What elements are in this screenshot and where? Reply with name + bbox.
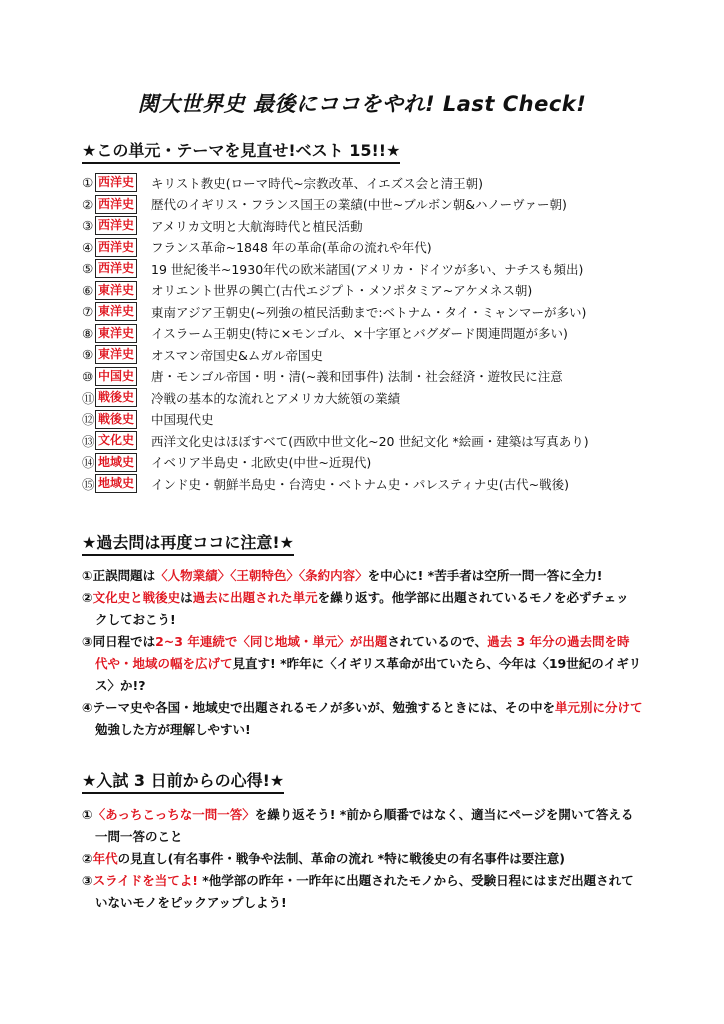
list-item xyxy=(82,323,589,345)
item-text: オリエント世界の興亡(古代エジプト・メソポタミア~アケメネス朝) xyxy=(151,283,533,299)
item-text: アメリカ文明と大航海時代と植民活動 xyxy=(151,218,363,234)
category-tag: 戦後史 xyxy=(95,410,137,429)
past-heading xyxy=(82,530,294,553)
exam-point-1-cont: 一問一答のこと xyxy=(95,829,183,844)
item-number: ⑪ xyxy=(82,390,95,406)
list-item xyxy=(82,366,589,388)
best15-list xyxy=(82,172,589,495)
list-item xyxy=(82,215,589,237)
item-number: ⑦ xyxy=(82,304,94,320)
past-point-3-cont: 代や・地域の幅を広げて見直す! *昨年に〈イギリス革命が出ていたら、今年は〈19世紀のイギリ xyxy=(95,656,642,671)
exam-heading-text: ★入試 3 日前からの心得!★ xyxy=(82,771,284,794)
item-text: 東南アジア王朝史(~列強の植民活動まで:ベトナム・タイ・ミャンマーが多い) xyxy=(151,304,587,320)
past-point-1: ①正誤問題は〈人物業績〉〈王朝特色〉〈条約内容〉を中心に! *苦手者は空所一問一答に全力! xyxy=(82,568,603,583)
exam-point-3: ③スライドを当てよ! *他学部の昨年・一昨年に出題されたモノから、受験日程にはまだ出題されて xyxy=(82,873,634,888)
category-tag: 西洋史 xyxy=(95,238,137,257)
list-item xyxy=(82,280,589,302)
list-item xyxy=(82,473,589,495)
category-tag: 東洋史 xyxy=(95,345,137,364)
category-tag: 地域史 xyxy=(95,453,137,472)
list-item xyxy=(82,172,589,194)
item-text: オスマン帝国史&ムガル帝国史 xyxy=(151,347,323,363)
item-text: フランス革命~1848 年の革命(革命の流れや年代) xyxy=(151,240,432,256)
item-text: 歴代のイギリス・フランス国王の業績(中世~ブルボン朝&ハノーヴァー朝) xyxy=(151,197,567,213)
past-point-3-cont2: ス〉か!? xyxy=(95,678,146,693)
list-item xyxy=(82,430,589,452)
exam-heading xyxy=(82,768,284,791)
category-tag: 西洋史 xyxy=(95,173,137,192)
best15-heading-text: ★この単元・テーマを見直せ!ベスト 15!!★ xyxy=(82,141,400,164)
past-point-4: ④テーマ史や各国・地域史で出題されるモノが多いが、勉強するときには、その中を単元別に分けて xyxy=(82,700,643,715)
item-text: キリスト教史(ローマ時代~宗教改革、イエズス会と清王朝) xyxy=(151,175,483,191)
item-number: ⑩ xyxy=(82,368,94,384)
item-text: 19 世紀後半~1930年代の欧米諸国(アメリカ・ドイツが多い、ナチスも頻出) xyxy=(151,261,584,277)
item-number: ⑭ xyxy=(82,455,95,471)
item-text: インド史・朝鮮半島史・台湾史・ベトナム史・パレスティナ史(古代~戦後) xyxy=(151,476,569,492)
item-number: ① xyxy=(82,175,94,191)
item-number: ⑥ xyxy=(82,282,94,298)
category-tag: 東洋史 xyxy=(95,281,137,300)
category-tag: 東洋史 xyxy=(95,302,137,321)
item-number: ⑤ xyxy=(82,261,94,277)
item-number: ⑬ xyxy=(82,433,95,449)
item-number: ④ xyxy=(82,239,94,255)
item-number: ③ xyxy=(82,218,94,234)
item-text: イベリア半島史・北欧史(中世~近現代) xyxy=(151,455,372,471)
exam-point-1: ①〈あっちこっちな一問一答〉を繰り返そう! *前から順番ではなく、適当にページを開いて答える xyxy=(82,807,634,822)
category-tag: 中国史 xyxy=(95,367,137,386)
list-item xyxy=(82,344,589,366)
item-number: ⑧ xyxy=(82,325,94,341)
category-tag: 西洋史 xyxy=(95,259,137,278)
item-text: 唐・モンゴル帝国・明・清(~義和団事件) 法制・社会経済・遊牧民に注意 xyxy=(151,369,563,385)
list-item xyxy=(82,194,589,216)
item-number: ⑫ xyxy=(82,412,95,428)
past-point-2: ②文化史と戦後史は過去に出題された単元を繰り返す。他学部に出題されているモノを必ずチェッ xyxy=(82,590,629,605)
exam-point-3-cont: いないモノをピックアップしよう! xyxy=(95,895,287,910)
past-point-2-cont: クしておこう! xyxy=(95,612,176,627)
category-tag: 西洋史 xyxy=(95,195,137,214)
category-tag: 西洋史 xyxy=(95,216,137,235)
item-text: 中国現代史 xyxy=(151,412,214,428)
list-item xyxy=(82,409,589,431)
exam-paragraphs xyxy=(82,804,652,914)
item-text: 冷戦の基本的な流れとアメリカ大統領の業績 xyxy=(151,390,401,406)
list-item xyxy=(82,301,589,323)
category-tag: 東洋史 xyxy=(95,324,137,343)
category-tag: 文化史 xyxy=(95,431,137,450)
item-text: 西洋文化史はほぼすべて(西欧中世文化~20 世紀文化 *絵画・建築は写真あり) xyxy=(151,433,589,449)
list-item xyxy=(82,237,589,259)
page-title: 関大世界史 最後にココをやれ! Last Check! xyxy=(137,92,587,116)
list-item xyxy=(82,258,589,280)
list-item xyxy=(82,387,589,409)
past-paragraphs xyxy=(82,565,652,741)
item-number: ⑮ xyxy=(82,476,95,492)
item-text: イスラーム王朝史(特に×モンゴル、×十字軍とバグダード関連問題が多い) xyxy=(151,326,568,342)
past-point-3: ③同日程では2~3 年連続で〈同じ地域・単元〉が出題されているので、過去 3 年分の過去問を時 xyxy=(82,634,630,649)
best15-heading xyxy=(82,138,400,161)
list-item xyxy=(82,452,589,474)
item-number: ⑨ xyxy=(82,347,94,363)
item-number: ② xyxy=(82,196,94,212)
past-heading-text: ★過去問は再度ココに注意!★ xyxy=(82,533,294,556)
category-tag: 地域史 xyxy=(95,474,137,493)
category-tag: 戦後史 xyxy=(95,388,137,407)
exam-point-2: ②年代の見直し(有名事件・戦争や法制、革命の流れ *特に戦後史の有名事件は要注意) xyxy=(82,851,565,866)
past-point-4-cont: 勉強した方が理解しやすい! xyxy=(95,722,251,737)
